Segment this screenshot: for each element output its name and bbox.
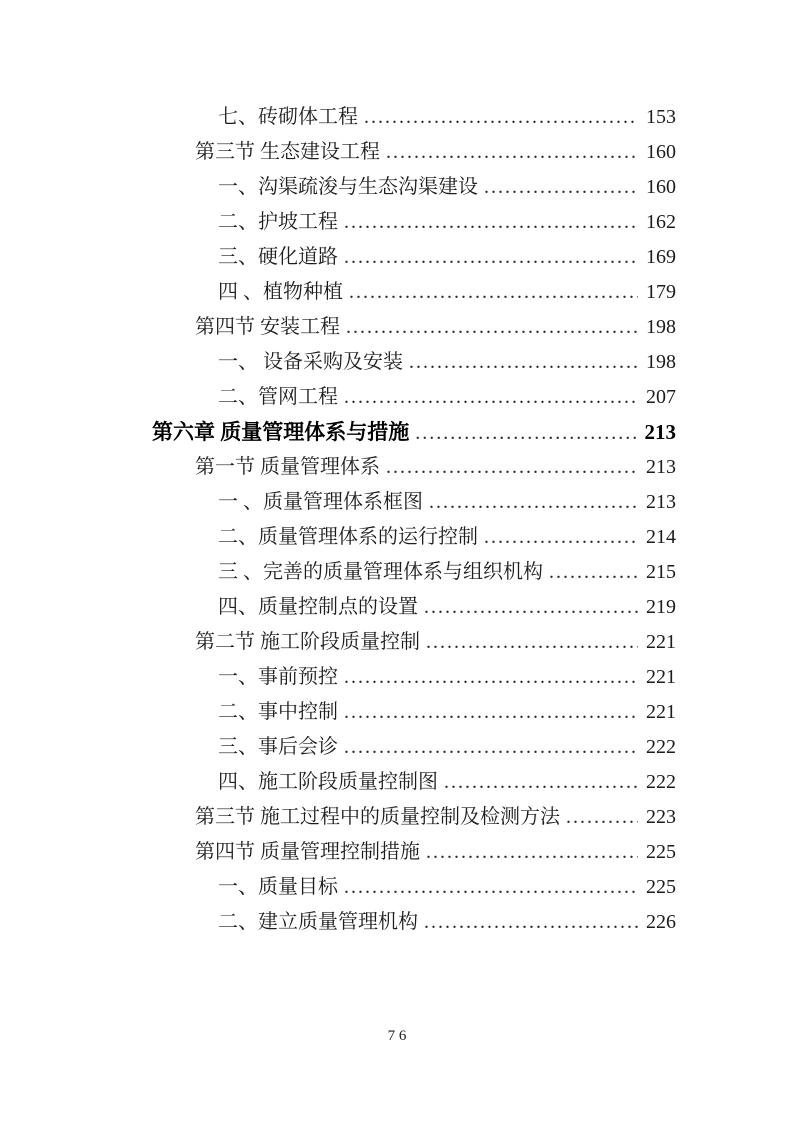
toc-entry-page-number: 179 <box>646 281 676 303</box>
toc-entry <box>152 800 676 835</box>
toc-leader-dots <box>344 205 638 240</box>
toc-entry-page-number: 221 <box>646 631 676 653</box>
toc-entry-label: 一、事前预控 <box>218 666 338 688</box>
toc-entry-page-number: 213 <box>646 456 676 478</box>
toc-leader-dots <box>424 590 638 625</box>
toc-entry-label: 二、事中控制 <box>218 701 338 723</box>
toc-leader-dots <box>344 730 638 765</box>
toc-entry-label: 第四节 质量管理控制措施 <box>195 841 420 863</box>
toc-entry-label: 二、质量管理体系的运行控制 <box>218 526 478 548</box>
toc-entry-page-number: 162 <box>646 211 676 233</box>
toc-entry-label: 三 、完善的质量管理体系与组织机构 <box>218 561 543 583</box>
toc-leader-dots <box>426 835 638 870</box>
toc-entry <box>152 520 676 555</box>
toc-leader-dots <box>444 765 638 800</box>
toc-entry <box>152 345 676 380</box>
toc-entry <box>152 240 676 275</box>
toc-entry-page-number: 213 <box>646 491 676 513</box>
toc-leader-dots <box>344 695 638 730</box>
toc-leader-dots <box>386 450 638 485</box>
toc-entry-page-number: 222 <box>646 771 676 793</box>
toc-entry-page-number: 169 <box>646 246 676 268</box>
toc-leader-dots <box>344 240 638 275</box>
toc-entry-page-number: 160 <box>646 176 676 198</box>
toc-entry-label: 第一节 质量管理体系 <box>195 456 380 478</box>
toc-entry-label: 第三节 施工过程中的质量控制及检测方法 <box>195 806 560 828</box>
toc-entry <box>152 275 676 310</box>
toc-entry-label: 四、施工阶段质量控制图 <box>218 771 438 793</box>
toc-leader-dots <box>426 625 638 660</box>
toc-entry-label: 三、事后会诊 <box>218 736 338 758</box>
toc-entry <box>152 450 676 485</box>
toc-entry-page-number: 215 <box>646 561 676 583</box>
toc-entry <box>152 135 676 170</box>
toc-entry <box>152 170 676 205</box>
toc-entry-label: 二、护坡工程 <box>218 211 338 233</box>
toc-entry <box>152 380 676 415</box>
toc-entry-page-number: 160 <box>646 141 676 163</box>
toc-entry-page-number: 223 <box>646 806 676 828</box>
toc-leader-dots <box>344 870 638 905</box>
toc-entry-label: 二、管网工程 <box>218 386 338 408</box>
toc-entry-label: 第二节 施工阶段质量控制 <box>195 631 420 653</box>
toc-entry-page-number: 213 <box>644 420 676 444</box>
toc-entry-page-number: 225 <box>646 876 676 898</box>
toc-entry <box>152 485 676 520</box>
toc-entry-page-number: 207 <box>646 386 676 408</box>
toc-leader-dots <box>424 905 638 940</box>
toc-entry <box>152 870 676 905</box>
page-number: 7 6 <box>387 1028 407 1044</box>
toc-entry-page-number: 221 <box>646 701 676 723</box>
toc-entry-label: 一、 设备采购及安装 <box>218 351 403 373</box>
toc-entry <box>152 660 676 695</box>
toc-entry-label: 第四节 安装工程 <box>195 316 340 338</box>
toc-entry-page-number: 225 <box>646 841 676 863</box>
toc-entry <box>152 100 676 135</box>
toc-leader-dots <box>415 416 638 451</box>
table-of-contents <box>152 100 676 940</box>
toc-entry-label: 三、硬化道路 <box>218 246 338 268</box>
toc-entry <box>152 765 676 800</box>
page-footer <box>0 1028 794 1045</box>
toc-entry <box>152 205 676 240</box>
toc-entry <box>152 310 676 345</box>
toc-entry-page-number: 226 <box>646 911 676 933</box>
toc-entry-page-number: 221 <box>646 666 676 688</box>
toc-leader-dots <box>346 310 638 345</box>
toc-entry <box>152 590 676 625</box>
toc-entry-label: 一 、质量管理体系框图 <box>218 491 423 513</box>
toc-entry <box>152 695 676 730</box>
toc-entry-label: 第三节 生态建设工程 <box>195 141 380 163</box>
toc-leader-dots <box>364 100 638 135</box>
toc-entry-page-number: 198 <box>646 316 676 338</box>
toc-leader-dots <box>484 520 638 555</box>
toc-entry-page-number: 153 <box>646 106 676 128</box>
toc-entry-label: 七、砖砌体工程 <box>218 106 358 128</box>
toc-leader-dots <box>429 485 638 520</box>
toc-entry <box>152 555 676 590</box>
toc-leader-dots <box>386 135 638 170</box>
toc-leader-dots <box>484 170 638 205</box>
toc-entry-page-number: 198 <box>646 351 676 373</box>
toc-entry-page-number: 222 <box>646 736 676 758</box>
toc-leader-dots <box>549 555 638 590</box>
toc-entry-label: 一、沟渠疏浚与生态沟渠建设 <box>218 176 478 198</box>
toc-entry-label: 四、质量控制点的设置 <box>218 596 418 618</box>
toc-entry-label: 一、质量目标 <box>218 876 338 898</box>
toc-entry <box>152 835 676 870</box>
toc-entry-label: 第六章 质量管理体系与措施 <box>152 420 410 444</box>
toc-leader-dots <box>349 275 638 310</box>
toc-entry <box>152 415 676 450</box>
toc-entry <box>152 730 676 765</box>
toc-leader-dots <box>409 345 638 380</box>
toc-entry-page-number: 219 <box>646 596 676 618</box>
toc-entry <box>152 625 676 660</box>
toc-entry-label: 四 、植物种植 <box>218 281 343 303</box>
toc-leader-dots <box>566 800 638 835</box>
toc-leader-dots <box>344 660 638 695</box>
toc-entry-label: 二、建立质量管理机构 <box>218 911 418 933</box>
toc-entry-page-number: 214 <box>646 526 676 548</box>
toc-entry <box>152 905 676 940</box>
toc-leader-dots <box>344 380 638 415</box>
